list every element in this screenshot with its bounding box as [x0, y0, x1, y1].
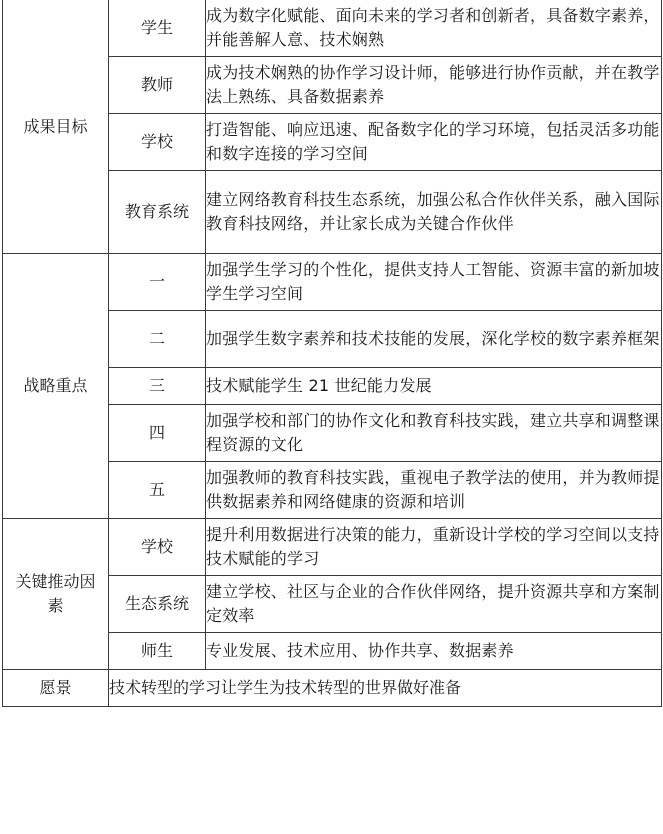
subcategory-cell: 师生 [109, 633, 206, 670]
subcategory-cell: 五 [109, 462, 206, 519]
subcategory-cell: 生态系统 [109, 576, 206, 633]
description-cell: 专业发展、技术应用、协作共享、数据素养 [206, 633, 662, 670]
description-cell: 打造智能、响应迅速、配备数字化的学习环境，包括灵活多功能和数字连接的学习空间 [206, 114, 662, 171]
vision-label: 愿景 [3, 670, 109, 707]
subcategory-cell: 三 [109, 368, 206, 405]
subcategory-cell: 教师 [109, 57, 206, 114]
subcategory-cell: 学生 [109, 0, 206, 57]
table-row [3, 519, 662, 576]
subcategory-cell: 一 [109, 254, 206, 311]
description-cell: 建立网络教育科技生态系统，加强公私合作伙伴关系，融入国际教育科技网络，并让家长成为关键合作伙伴 [206, 171, 662, 254]
vision-row [3, 670, 662, 707]
description-cell: 提升利用数据进行决策的能力，重新设计学校的学习空间以支持技术赋能的学习 [206, 519, 662, 576]
vision-text: 技术转型的学习让学生为技术转型的世界做好准备 [109, 670, 662, 707]
table-row [3, 254, 662, 311]
description-cell: 成为数字化赋能、面向未来的学习者和创新者，具备数字素养，并能善解人意、技术娴熟 [206, 0, 662, 57]
subcategory-cell: 教育系统 [109, 171, 206, 254]
subcategory-cell: 二 [109, 311, 206, 368]
category-cell: 成果目标 [3, 0, 109, 254]
table-row [3, 0, 662, 57]
subcategory-cell: 四 [109, 405, 206, 462]
description-cell: 成为技术娴熟的协作学习设计师，能够进行协作贡献，并在教学法上熟练、具备数据素养 [206, 57, 662, 114]
description-cell: 加强教师的教育科技实践，重视电子教学法的使用，并为教师提供数据素养和网络健康的资源和培训 [206, 462, 662, 519]
description-cell: 加强学生学习的个性化，提供支持人工智能、资源丰富的新加坡学生学习空间 [206, 254, 662, 311]
description-cell: 建立学校、社区与企业的合作伙伴网络，提升资源共享和方案制定效率 [206, 576, 662, 633]
subcategory-cell: 学校 [109, 519, 206, 576]
category-cell [3, 519, 109, 670]
subcategory-cell: 学校 [109, 114, 206, 171]
strategy-table [2, 0, 662, 707]
description-cell: 加强学校和部门的协作文化和教育科技实践，建立共享和调整课程资源的文化 [206, 405, 662, 462]
description-cell: 加强学生数字素养和技术技能的发展，深化学校的数字素养框架 [206, 311, 662, 368]
category-label: 关键推动因素 [15, 572, 96, 615]
category-cell: 战略重点 [3, 254, 109, 519]
description-cell: 技术赋能学生 21 世纪能力发展 [206, 368, 662, 405]
